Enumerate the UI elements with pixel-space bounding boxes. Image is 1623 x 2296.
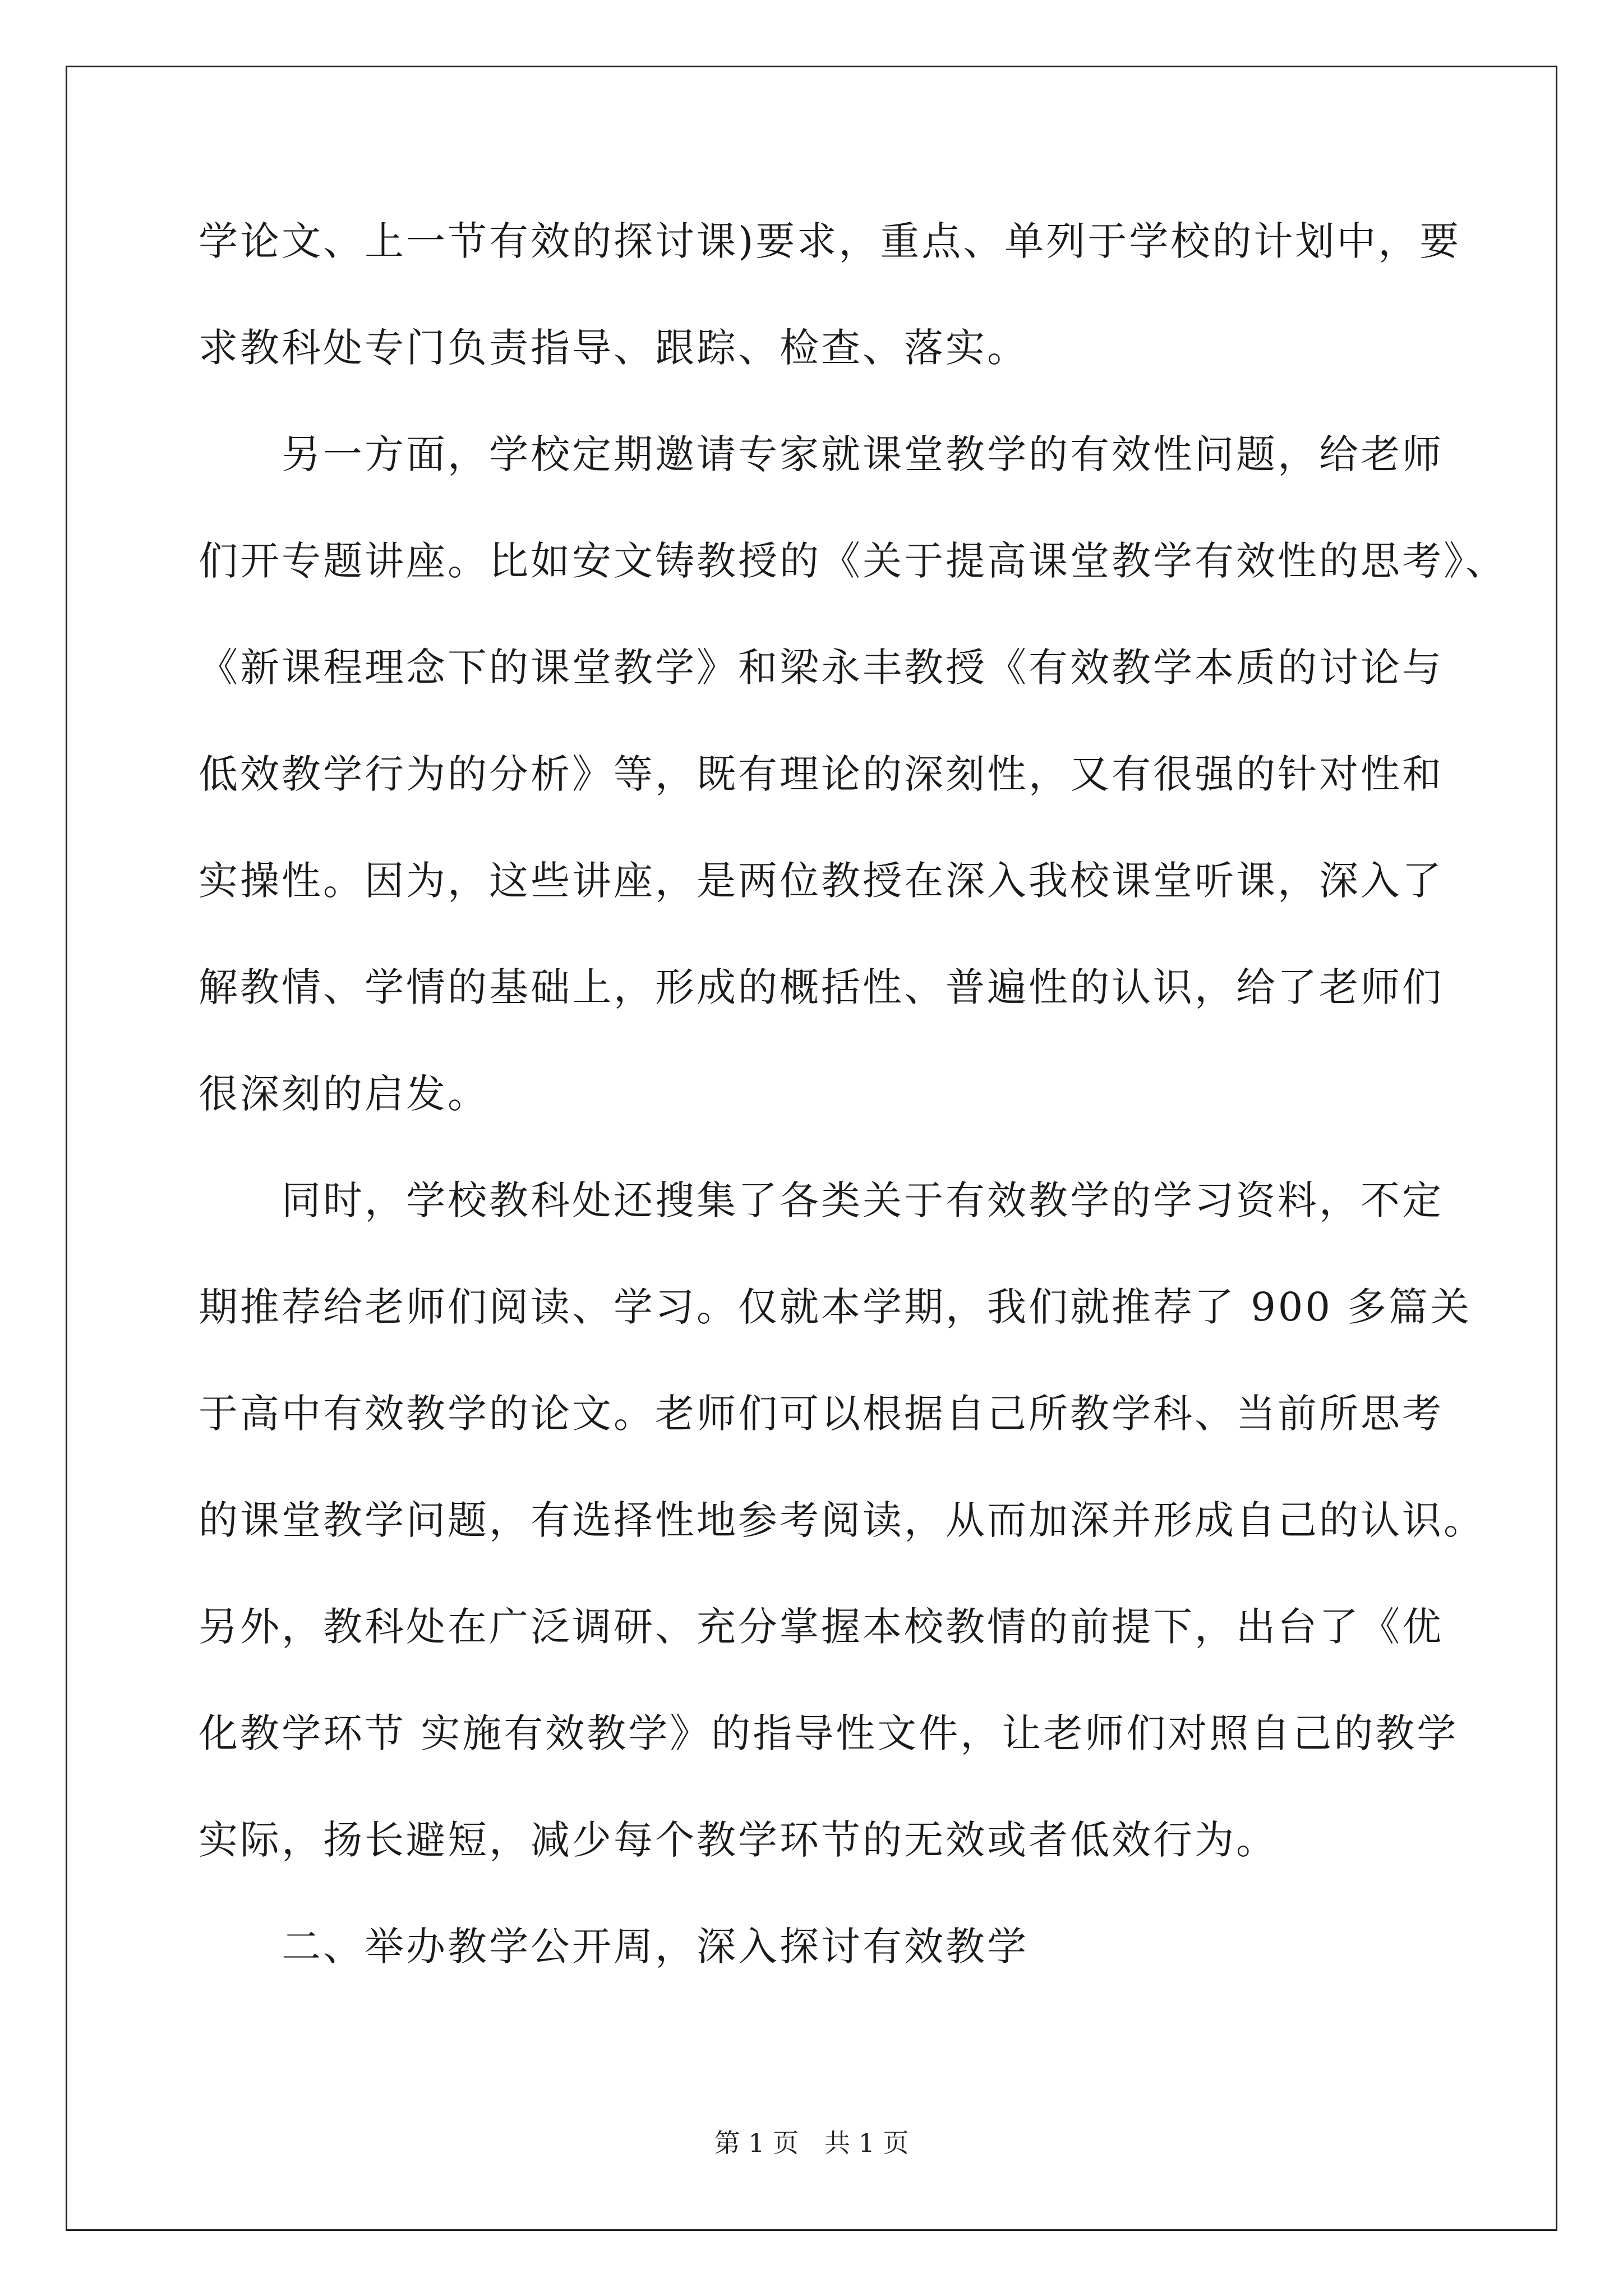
section-heading: 二、举办教学公开周，深入探讨有效教学 [199, 1924, 1029, 1970]
text-line: 求教科处专门负责指导、跟踪、检查、落实。 [199, 325, 1029, 371]
text-line: 很深刻的启发。 [199, 1071, 489, 1117]
text-line: 的课堂教学问题，有选择性地参考阅读，从而加深并形成自己的认识。 [199, 1497, 1485, 1543]
text-line: 同时，学校教科处还搜集了各类关于有效教学的学习资料，不定 [199, 1177, 1444, 1223]
text-line: 解教情、学情的基础上，形成的概括性、普遍性的认识，给了老师们 [199, 964, 1444, 1010]
text-line: 《新课程理念下的课堂教学》和梁永丰教授《有效教学本质的讨论与 [199, 645, 1444, 691]
page-footer: 第 1 页 共 1 页 [714, 2128, 909, 2158]
text-line: 于高中有效教学的论文。老师们可以根据自己所教学科、当前所思考 [199, 1391, 1444, 1437]
text-line: 另外，教科处在广泛调研、充分掌握本校教情的前提下，出台了《优 [199, 1604, 1444, 1650]
page-border [66, 66, 1557, 2231]
text-line: 低效教学行为的分析》等，既有理论的深刻性，又有很强的针对性和 [199, 751, 1444, 797]
text-line: 另一方面，学校定期邀请专家就课堂教学的有效性问题，给老师 [199, 431, 1444, 477]
text-line: 化教学环节 实施有效教学》的指导性文件，让老师们对照自己的教学 [199, 1710, 1459, 1756]
text-line: 实际，扬长避短，减少每个教学环节的无效或者低效行为。 [199, 1817, 1278, 1863]
text-line: 期推荐给老师们阅读、学习。仅就本学期，我们就推荐了 900 多篇关 [199, 1284, 1472, 1330]
text-line: 实操性。因为，这些讲座，是两位教授在深入我校课堂听课，深入了 [199, 858, 1444, 904]
text-line: 学论文、上一节有效的探讨课)要求，重点、单列于学校的计划中，要 [199, 218, 1461, 264]
text-line: 们开专题讲座。比如安文铸教授的《关于提高课堂教学有效性的思考》、 [199, 538, 1507, 584]
